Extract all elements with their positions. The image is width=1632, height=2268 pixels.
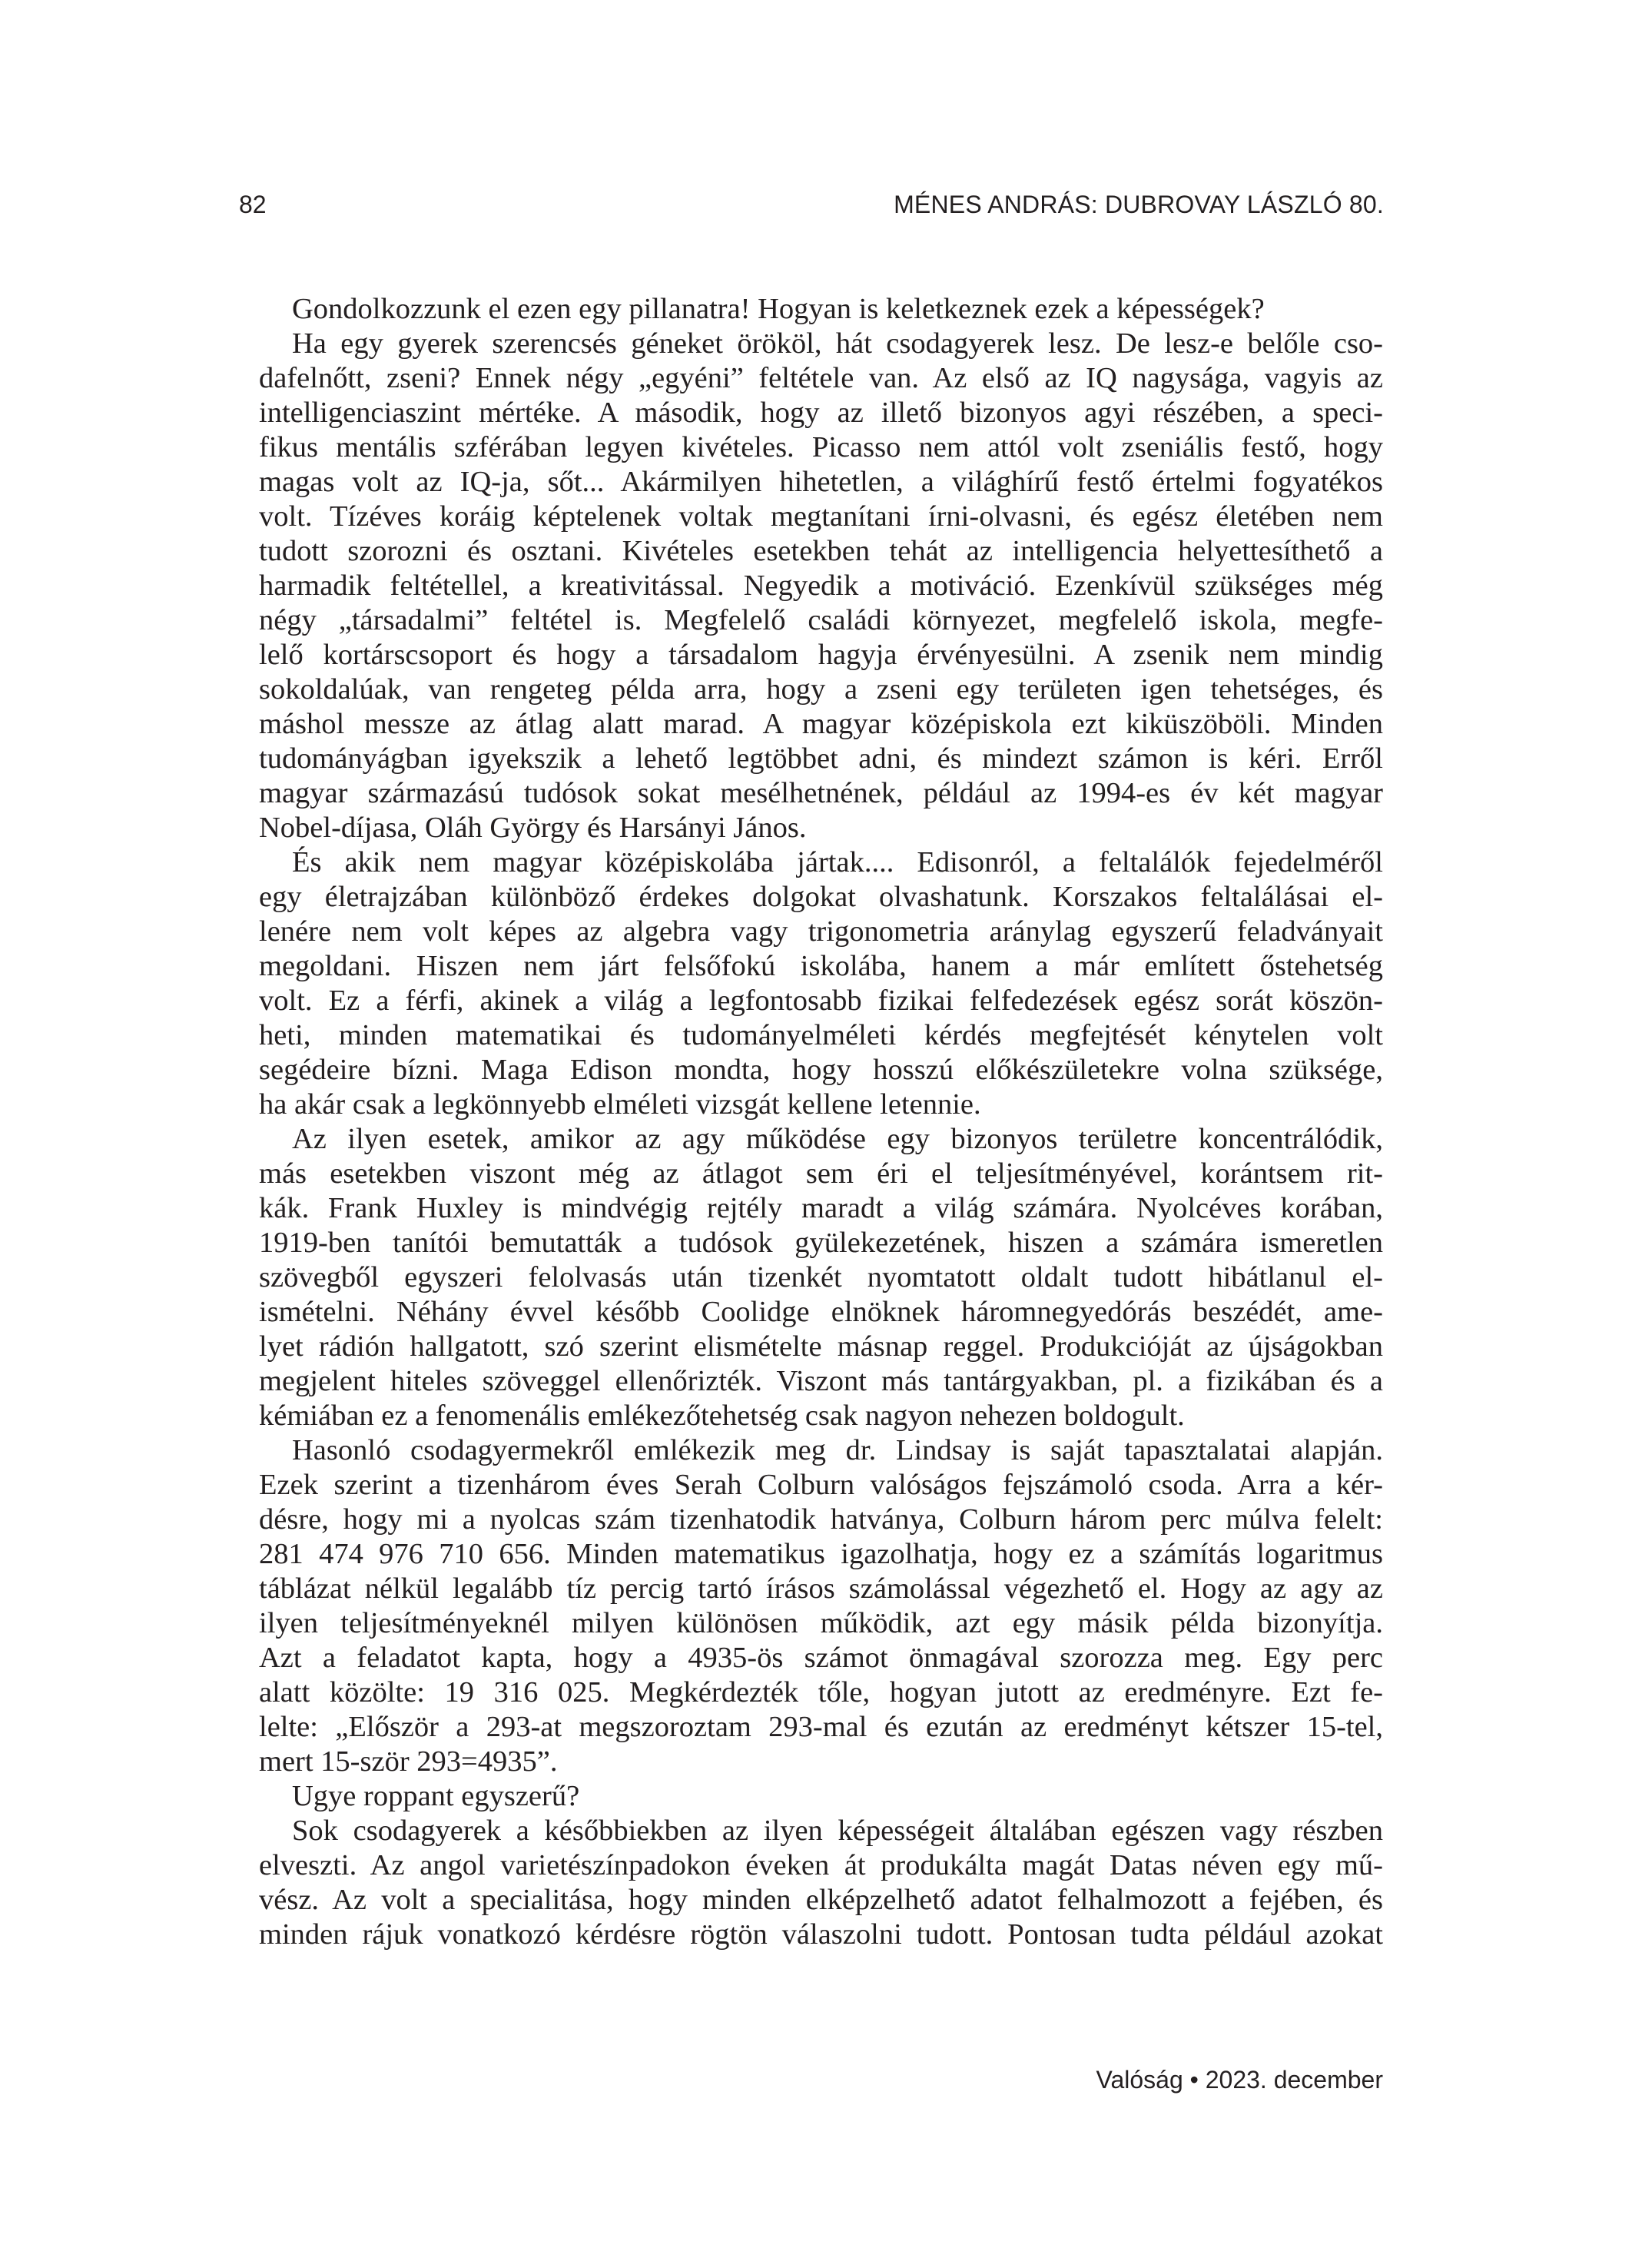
text-line: kák. Frank Huxley is mindvégig rejtély maradt a világ számára. Nyolcéves korában,	[259, 1192, 1383, 1224]
paragraph	[259, 1814, 1383, 1952]
text-line: táblázat nélkül legalább tíz percig tartó írásos számolással végezhető el. Hogy az agy az	[259, 1572, 1383, 1605]
text-line: 1919-ben tanítói bemutatták a tudósok gyülekezetének, hiszen a számára ismeretlen	[259, 1227, 1383, 1259]
text-line: dafelnőtt, zseni? Ennek négy „egyéni” feltétele van. Az első az IQ nagysága, vagyis az	[259, 362, 1383, 394]
paragraph	[259, 1779, 1383, 1814]
running-head	[239, 189, 1384, 220]
text-line: volt. Tízéves koráig képtelenek voltak megtanítani írni-olvasni, és egész életében nem	[259, 500, 1383, 533]
running-title: MÉNES ANDRÁS: DUBROVAY LÁSZLÓ 80.	[894, 191, 1384, 218]
text-line: segédeire bízni. Maga Edison mondta, hogy hosszú előkészületekre volna szüksége,	[259, 1054, 1383, 1086]
paragraph	[259, 845, 1383, 1122]
text-line: Ezek szerint a tizenhárom éves Serah Colburn valóságos fejszámoló csoda. Arra a kér-	[259, 1469, 1383, 1501]
text-line: ismételni. Néhány évvel később Coolidge elnöknek háromnegyedórás beszédét, ame-	[259, 1296, 1383, 1328]
text-line: szövegből egyszeri felolvasás után tizenkét nyomtatott oldalt tudott hibátlanul el-	[259, 1261, 1383, 1293]
text-line: kémiában ez a fenomenális emlékezőtehetség csak nagyon nehezen boldogult.	[259, 1400, 1185, 1432]
text-line: intelligenciaszint mértéke. A második, hogy az illető bizonyos agyi részében, a speci-	[259, 397, 1383, 429]
text-line: lenére nem volt képes az algebra vagy trigonometria aránylag egyszerű feladványait	[259, 915, 1383, 948]
text-line: egy életrajzában különböző érdekes dolgokat olvashatunk. Korszakos feltalálásai el-	[259, 881, 1383, 913]
text-line: Nobel-díjasa, Oláh György és Harsányi János.	[259, 812, 807, 844]
text-line: megjelent hiteles szöveggel ellenőrizték. Viszont más tantárgyakban, pl. a fizikában és a	[259, 1365, 1383, 1397]
text-line: mert 15-ször 293=4935”.	[259, 1745, 558, 1778]
text-line: désre, hogy mi a nyolcas szám tizenhatodik hatványa, Colburn három perc múlva felelt:	[259, 1503, 1383, 1536]
text-line: ilyen teljesítményeknél milyen különösen működik, azt egy másik példa bizonyítja.	[259, 1607, 1383, 1639]
page-footer: Valóság • 2023. december	[1096, 2066, 1383, 2094]
text-line: magas volt az IQ-ja, sőt... Akármilyen hihetetlen, a világhírű festő értelmi fogyatékos	[259, 466, 1383, 498]
article-body	[259, 292, 1383, 1952]
text-line: fikus mentális szférában legyen kivételes. Picasso nem attól volt zseniális festő, hogy	[259, 431, 1383, 463]
text-line: sokoldalúak, van rengeteg példa arra, hogy a zseni egy területen igen tehetséges, és	[259, 673, 1383, 706]
text-line: tudományágban igyekszik a lehető legtöbbet adni, és mindezt számon is kéri. Erről	[259, 742, 1383, 775]
text-line: minden rájuk vonatkozó kérdésre rögtön válaszolni tudott. Pontosan tudta például azokat	[259, 1918, 1383, 1951]
text-line: lyet rádión hallgatott, szó szerint elismételte másnap reggel. Produkcióját az újságokban	[259, 1330, 1383, 1363]
text-line: máshol messze az átlag alatt marad. A magyar középiskola ezt kiküszöböli. Minden	[259, 708, 1383, 740]
text-line: más esetekben viszont még az átlagot sem éri el teljesítményével, korántsem rit-	[259, 1157, 1383, 1190]
text-line: tudott szorozni és osztani. Kivételes esetekben tehát az intelligencia helyettesíthető a	[259, 535, 1383, 567]
text-line: 281 474 976 710 656. Minden matematikus igazolhatja, hogy ez a számítás logaritmus	[259, 1538, 1383, 1570]
text-line: alatt közölte: 19 316 025. Megkérdezték tőle, hogyan jutott az eredményre. Ezt fe-	[259, 1676, 1383, 1708]
text-line: Az ilyen esetek, amikor az agy működése egy bizonyos területre koncentrálódik,	[292, 1123, 1383, 1155]
paragraph	[259, 327, 1383, 845]
text-line: És akik nem magyar középiskolába jártak.... Edisonról, a feltalálók fejedelméről	[292, 846, 1383, 878]
text-line: volt. Ez a férfi, akinek a világ a legfontosabb fizikai felfedezések egész sorát köszön-	[259, 985, 1383, 1017]
text-line: Gondolkozzunk el ezen egy pillanatra! Hogyan is keletkeznek ezek a képességek?	[292, 293, 1265, 325]
paragraph	[259, 1433, 1383, 1779]
text-line: magyar származású tudósok sokat mesélhetnének, például az 1994-es év két magyar	[259, 777, 1383, 809]
paragraph	[259, 1122, 1383, 1433]
text-line: Ha egy gyerek szerencsés géneket örököl, hát csodagyerek lesz. De lesz-e belőle cso-	[292, 327, 1383, 360]
text-line: Sok csodagyerek a későbbiekben az ilyen képességeit általában egészen vagy részben	[292, 1815, 1383, 1847]
text-line: Hasonló csodagyermekről emlékezik meg dr. Lindsay is saját tapasztalatai alapján.	[292, 1434, 1383, 1466]
text-line: lelő kortárscsoport és hogy a társadalom hagyja érvényesülni. A zsenik nem mindig	[259, 639, 1383, 671]
text-line: heti, minden matematikai és tudományelméleti kérdés megfejtését kénytelen volt	[259, 1019, 1383, 1051]
text-line: négy „társadalmi” feltétel is. Megfelelő családi környezet, megfelelő iskola, megfe-	[259, 604, 1383, 636]
text-line: Ugye roppant egyszerű?	[292, 1780, 580, 1812]
text-line: elveszti. Az angol varietészínpadokon éveken át produkálta magát Datas néven egy mű-	[259, 1849, 1383, 1881]
paragraph	[259, 292, 1383, 327]
text-line: ha akár csak a legkönnyebb elméleti vizsgát kellene letennie.	[259, 1088, 981, 1121]
text-line: Azt a feladatot kapta, hogy a 4935-ös számot önmagával szorozza meg. Egy perc	[259, 1642, 1383, 1674]
text-line: harmadik feltétellel, a kreativitással. Negyedik a motiváció. Ezenkívül szükséges még	[259, 569, 1383, 602]
page-number: 82	[239, 191, 267, 218]
text-line: megoldani. Hiszen nem járt felsőfokú iskolába, hanem a már említett őstehetség	[259, 950, 1383, 982]
text-line: lelte: „Először a 293-at megszoroztam 293-mal és ezután az eredményt kétszer 15-tel,	[259, 1711, 1383, 1743]
text-line: vész. Az volt a specialitása, hogy minden elképzelhető adatot felhalmozott a fejében, és	[259, 1884, 1383, 1916]
